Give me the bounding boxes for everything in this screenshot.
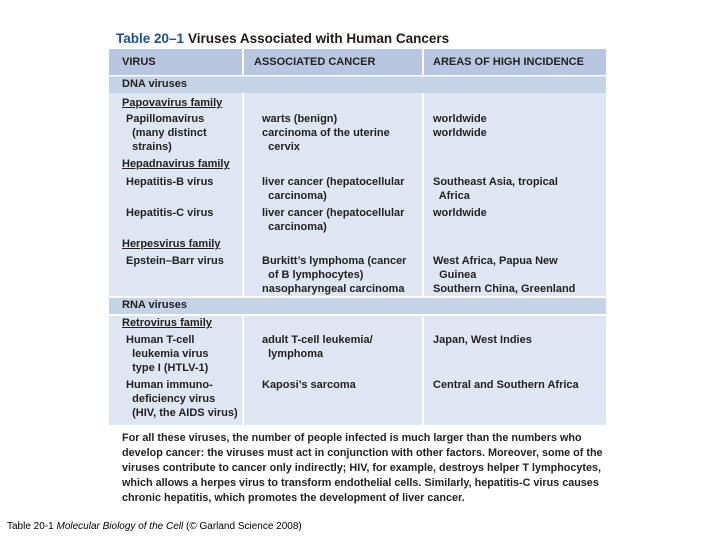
areas-epstein-barr: West Africa, Papua New Guinea Southern China, Greenland: [433, 255, 576, 295]
caption-source: (© Garland Science 2008): [186, 521, 302, 532]
section-rna-viruses: [109, 298, 606, 314]
virus-hiv: Human immuno- deficiency virus (HIV, the AIDS virus): [126, 379, 238, 419]
table-title-text: Viruses Associated with Human Cancers: [188, 31, 450, 46]
table-footnote: For all these viruses, the number of people infected is much larger than the numbers who develop cancer: the viruses must act in conjunction with other factors. Moreover, some of the viruses contribute to cancer only indirectly; HIV, for example, destroys helper T lymphocytes, which allows a herpes virus to transform endothelial cells. Similarly, hepatitis-C virus causes chronic hepatitis, which promotes the development of liver cancer.: [122, 432, 603, 504]
section-rna-label: RNA viruses: [122, 299, 188, 311]
virus-papillomavirus: Papillomavirus (many distinct strains): [126, 113, 207, 153]
areas-hiv: Central and Southern Africa: [433, 379, 579, 391]
header-areas: AREAS OF HIGH INCIDENCE: [433, 56, 584, 68]
column-divider: [242, 49, 244, 425]
virus-cancer-table: [109, 49, 606, 425]
section-dna-viruses: [109, 77, 606, 93]
areas-hepatitis-b: Southeast Asia, tropical Africa: [433, 176, 558, 202]
table-header-row: [109, 49, 606, 76]
areas-papillomavirus: worldwide worldwide: [433, 113, 487, 139]
table-number: Table 20–1: [116, 31, 185, 46]
cancer-papillomavirus: warts (benign) carcinoma of the uterine cervix: [262, 113, 390, 153]
areas-hepatitis-c: worldwide: [433, 207, 487, 219]
family-hepadnavirus: Hepadnavirus family: [122, 158, 230, 170]
cancer-hepatitis-b: liver cancer (hepatocellular carcinoma): [262, 176, 405, 202]
family-papovavirus: Papovavirus family: [122, 97, 223, 109]
caption-book-title: Molecular Biology of the Cell: [56, 521, 184, 532]
virus-htlv-1: Human T-cell leukemia virus type I (HTLV-1): [126, 334, 209, 374]
cancer-htlv-1: adult T-cell leukemia/ lymphoma: [262, 334, 373, 360]
family-herpesvirus: Herpesvirus family: [122, 238, 221, 250]
caption-label: Table 20-1: [7, 521, 54, 532]
table-title: [116, 31, 449, 46]
family-retrovirus: Retrovirus family: [122, 317, 212, 329]
areas-htlv-1: Japan, West Indies: [433, 334, 532, 346]
virus-epstein-barr: Epstein–Barr virus: [126, 255, 224, 267]
column-divider: [422, 49, 424, 425]
figure-caption: [7, 521, 302, 532]
cancer-epstein-barr: Burkitt’s lymphoma (cancer of B lymphocytes) nasopharyngeal carcinoma: [262, 255, 407, 295]
virus-hepatitis-c: Hepatitis-C virus: [126, 207, 214, 219]
section-dna-label: DNA viruses: [122, 78, 188, 90]
header-virus: VIRUS: [122, 56, 156, 68]
header-associated-cancer: ASSOCIATED CANCER: [254, 56, 376, 68]
cancer-hiv: Kaposi’s sarcoma: [262, 379, 356, 391]
cancer-hepatitis-c: liver cancer (hepatocellular carcinoma): [262, 207, 405, 233]
virus-hepatitis-b: Hepatitis-B virus: [126, 176, 214, 188]
